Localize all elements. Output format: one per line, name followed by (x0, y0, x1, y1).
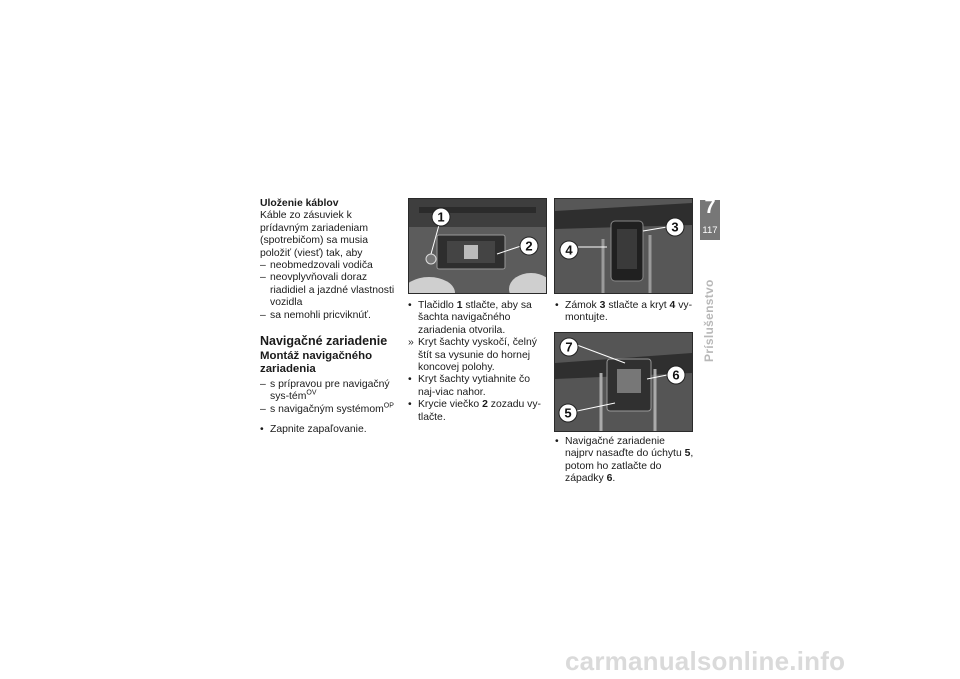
step-item: • Krycie viečko 2 zozadu vy-tlačte. (408, 399, 542, 423)
callout-label: 4 (565, 242, 573, 258)
step-item: • Navigačné zariadenie najprv nasaďte do úchytu 5, potom ho zatlačte do západky 6. (555, 436, 694, 485)
callout-label: 2 (525, 238, 533, 254)
heading-cables: Uloženie káblov (260, 198, 339, 209)
photo-dashboard-drawing (409, 199, 546, 293)
photo-lock-cover (554, 198, 693, 294)
list-item: – sa nemohli pricviknúť. (260, 309, 371, 321)
callout-label: 1 (437, 209, 445, 225)
step-item: • Tlačidlo 1 stlačte, aby sa šachta navigačného zariadenia otvorila. (408, 300, 532, 336)
photo-dashboard (408, 198, 547, 294)
variant-item: – s prípravou pre navigačný sys-tém$^{OV}$ (260, 379, 390, 403)
step-item: • Kryt šachty vytiahnite čo naj-viac nahor. (408, 374, 531, 398)
photo-lock-cover-drawing (555, 199, 692, 293)
result-item: » Kryt šachty vyskočí, čelný štít sa vysunie do hornej koncovej polohy. (408, 337, 537, 374)
variant-item: – s navigačným systémom$^{OP}$ (260, 402, 394, 415)
column-right-top (555, 300, 695, 325)
callout-label: 7 (565, 339, 573, 355)
subsection-title: Montáž navigačného zariadenia (260, 350, 373, 376)
column-left (260, 198, 400, 437)
callout-label: 3 (671, 219, 679, 235)
list-item: – neovplyvňovali doraz riadidiel a jazdné vlastnosti vozidla (260, 272, 395, 309)
watermark: carmanualsonline.info (565, 646, 846, 676)
photo-mount-drawing (555, 333, 692, 431)
chapter-title-vertical: Príslušenstvo (702, 279, 716, 362)
column-right-bottom (555, 436, 695, 486)
list-item: – neobmedzovali vodiča (260, 260, 373, 272)
section-title: Navigačné zariadenie (260, 334, 388, 349)
chapter-number: 7 (704, 196, 716, 218)
callout-label: 5 (564, 405, 572, 421)
step-item: • Zámok 3 stlačte a kryt 4 vy-montujte. (555, 300, 693, 324)
intro-text: Káble zo zásuviek k prídavným zariadeniam (spotrebičom) sa musia položiť (viesť) tak, aby (260, 210, 368, 259)
step-item: • Zapnite zapaľovanie. (260, 424, 367, 436)
column-middle (408, 300, 548, 424)
callout-label: 6 (672, 367, 680, 383)
page-number: 117 (702, 225, 718, 236)
photo-mount (554, 332, 693, 432)
